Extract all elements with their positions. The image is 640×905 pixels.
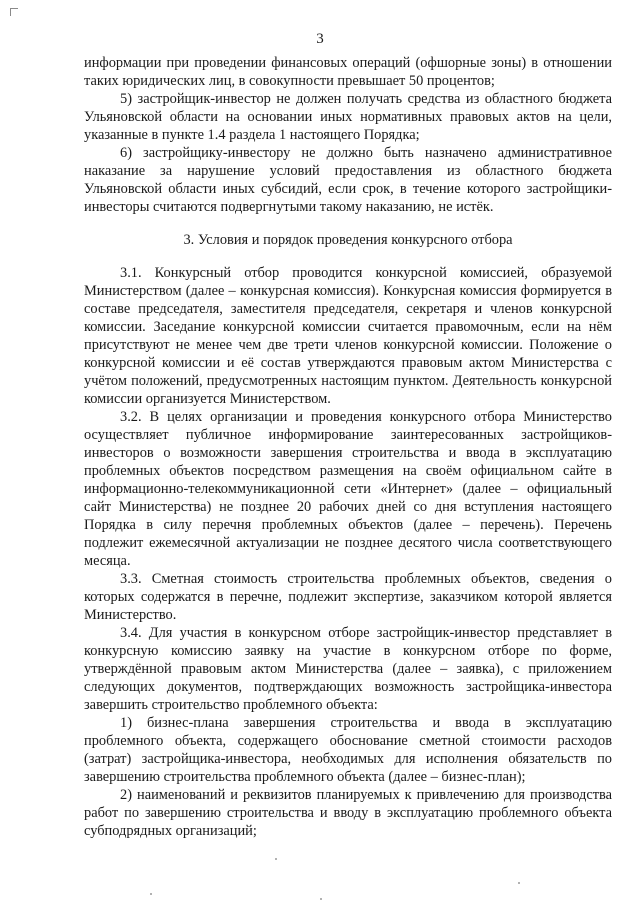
document-body	[84, 54, 612, 840]
scan-speck	[150, 893, 152, 895]
paragraph-3-2: 3.2. В целях организации и проведения конкурсного отбора Министерство осуществляет публичное информирование заинтересованных застройщиков-инвесторов о возможности завершения строительства и ввода в эксплуатацию проблемных объектов посредством размещения на своём официальном сайте в информационно-телекоммуникационной сети «Интернет» (далее – официальный сайт Министерства) не позднее 20 рабочих дней со дня вступления настоящего Порядка в силу перечня проблемных объектов (далее – перечень). Перечень подлежит ежемесячной актуализации не позднее десятого числа соответствующего месяца.	[84, 409, 612, 569]
scan-speck	[518, 882, 520, 884]
section-heading: 3. Условия и порядок проведения конкурсного отбора	[183, 232, 513, 248]
paragraph-3-4-item-1: 1) бизнес-плана завершения строительства и ввода в эксплуатацию проблемного объекта, содержащего обоснование сметной стоимости расходов (затрат) застройщика-инвестора, необходимых для исполнения обязательств по завершению строительства проблемного объекта (далее – бизнес-план);	[84, 715, 612, 785]
paragraph-item-6: 6) застройщику-инвестору не должно быть назначено административное наказание за нарушение условий предоставления из областного бюджета Ульяновской области иных субсидий, если срок, в течение которого застройщики-инвесторы считаются подвергнутыми такому наказанию, не истёк.	[84, 145, 612, 215]
scan-corner-mark	[10, 8, 18, 16]
paragraph-item-5: 5) застройщик-инвестор не должен получать средства из областного бюджета Ульяновской области на основании иных нормативных правовых актов на цели, указанные в пункте 1.4 раздела 1 настоящего Порядка;	[84, 91, 612, 143]
scan-speck	[320, 898, 322, 900]
scan-speck	[275, 858, 277, 860]
page-number: 3	[316, 31, 324, 47]
paragraph-3-4-item-2: 2) наименований и реквизитов планируемых к привлечению для производства работ по завершению строительства и вводу в эксплуатацию проблемного объекта субподрядных организаций;	[84, 787, 612, 839]
paragraph-3-3: 3.3. Сметная стоимость строительства проблемных объектов, сведения о которых содержатся в перечне, подлежит экспертизе, заказчиком которой является Министерство.	[84, 571, 612, 623]
paragraph-continuation: информации при проведении финансовых операций (офшорные зоны) в отношении таких юридических лиц, в совокупности превышает 50 процентов;	[84, 55, 612, 89]
paragraph-3-1: 3.1. Конкурсный отбор проводится конкурсной комиссией, образуемой Министерством (далее – конкурсная комиссия). Конкурсная комиссия формируется в составе председателя, заместителя председателя, секретаря и членов конкурсной комиссии. Заседание конкурсной комиссии считается правомочным, если на нём присутствуют не менее чем две трети членов конкурсной комиссии. Положение о конкурсной комиссии и её состав утверждаются правовым актом Министерства с учётом положений, предусмотренных настоящим пунктом. Деятельность конкурсной комиссии организуется Министерством.	[84, 265, 612, 407]
paragraph-3-4: 3.4. Для участия в конкурсном отборе застройщик-инвестор представляет в конкурсную комиссию заявку на участие в конкурсном отборе по форме, утверждённой правовым актом Министерства (далее – заявка), с приложением следующих документов, подтверждающих возможность застройщика-инвестора завершить строительство проблемного объекта:	[84, 625, 612, 713]
